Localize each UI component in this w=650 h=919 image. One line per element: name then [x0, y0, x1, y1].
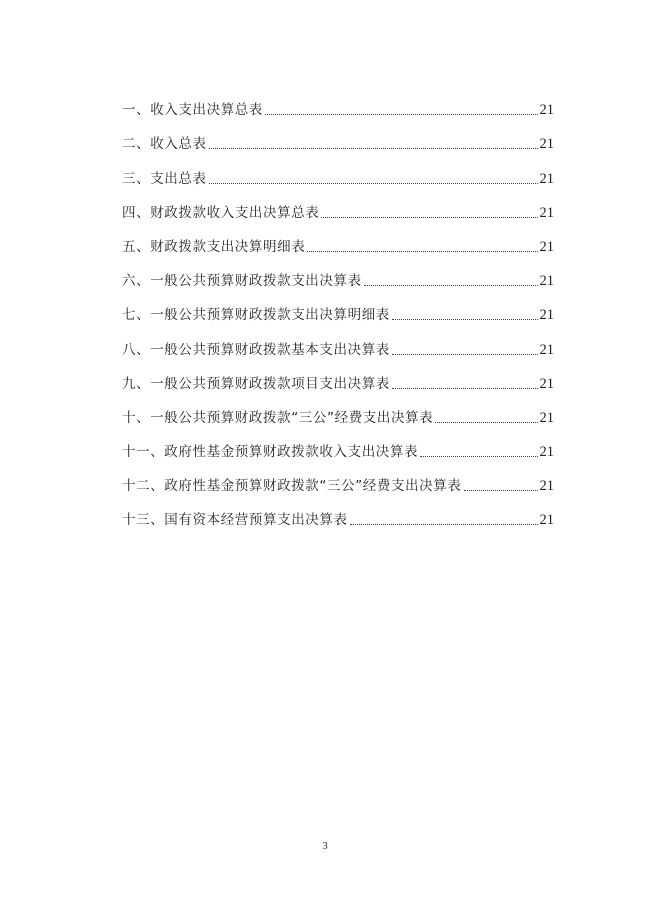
toc-entry-page: 21 [539, 512, 554, 529]
toc-entry-5[interactable] [122, 223, 554, 257]
toc-entry-title: 二、收入总表 [122, 136, 207, 153]
toc-entry-9[interactable] [122, 360, 554, 394]
toc-dot-leader [265, 114, 538, 115]
toc-dot-leader [435, 422, 537, 423]
toc-entry-page: 21 [539, 273, 554, 290]
toc-dot-leader [392, 388, 538, 389]
toc-dot-leader [209, 183, 538, 184]
toc-dot-leader [392, 354, 538, 355]
toc-entry-page: 21 [539, 409, 554, 426]
toc-entry-title: 四、财政拨款收入支出决算总表 [122, 204, 320, 221]
toc-entry-8[interactable] [122, 325, 554, 359]
toc-entry-title: 七、一般公共预算财政拨款支出决算明细表 [122, 307, 390, 324]
toc-entry-title: 八、一般公共预算财政拨款基本支出决算表 [122, 341, 390, 358]
toc-entry-page: 21 [539, 307, 554, 324]
toc-entry-page: 21 [539, 136, 554, 153]
toc-entry-page: 21 [539, 444, 554, 461]
toc-dot-leader [209, 148, 538, 149]
toc-entry-4[interactable] [122, 189, 554, 223]
toc-entry-page: 21 [539, 375, 554, 392]
toc-entry-title: 十二、政府性基金预算财政拨款“三公”经费支出决算表 [122, 478, 462, 495]
toc-dot-leader [307, 251, 537, 252]
toc-entry-11[interactable] [122, 428, 554, 462]
page-number: 3 [322, 840, 328, 852]
toc-dot-leader [420, 456, 537, 457]
toc-entry-13[interactable] [122, 496, 554, 530]
toc-entry-1[interactable] [122, 86, 554, 120]
toc-dot-leader [364, 285, 538, 286]
toc-entry-title: 六、一般公共预算财政拨款支出决算表 [122, 273, 362, 290]
toc-dot-leader [464, 490, 538, 491]
toc-dot-leader [321, 217, 537, 218]
toc-entry-title: 九、一般公共预算财政拨款项目支出决算表 [122, 375, 390, 392]
toc-entry-title: 十一、政府性基金预算财政拨款收入支出决算表 [122, 444, 419, 461]
toc-entry-title: 三、支出总表 [122, 170, 207, 187]
toc-entry-page: 21 [539, 341, 554, 358]
toc-entry-title: 十、一般公共预算财政拨款“三公”经费支出决算表 [122, 409, 434, 426]
toc-entry-page: 21 [539, 170, 554, 187]
table-of-contents [122, 86, 554, 530]
toc-entry-title: 一、收入支出决算总表 [122, 102, 263, 119]
toc-entry-page: 21 [539, 204, 554, 221]
toc-entry-6[interactable] [122, 257, 554, 291]
toc-entry-10[interactable] [122, 394, 554, 428]
toc-entry-title: 十三、国有资本经营预算支出决算表 [122, 512, 348, 529]
toc-dot-leader [392, 319, 538, 320]
toc-entry-page: 21 [539, 238, 554, 255]
toc-entry-2[interactable] [122, 120, 554, 154]
toc-entry-page: 21 [539, 102, 554, 119]
toc-entry-title: 五、财政拨款支出决算明细表 [122, 238, 306, 255]
toc-entry-3[interactable] [122, 154, 554, 188]
toc-entry-page: 21 [539, 478, 554, 495]
toc-dot-leader [350, 524, 538, 525]
toc-entry-12[interactable] [122, 462, 554, 496]
toc-entry-7[interactable] [122, 291, 554, 325]
